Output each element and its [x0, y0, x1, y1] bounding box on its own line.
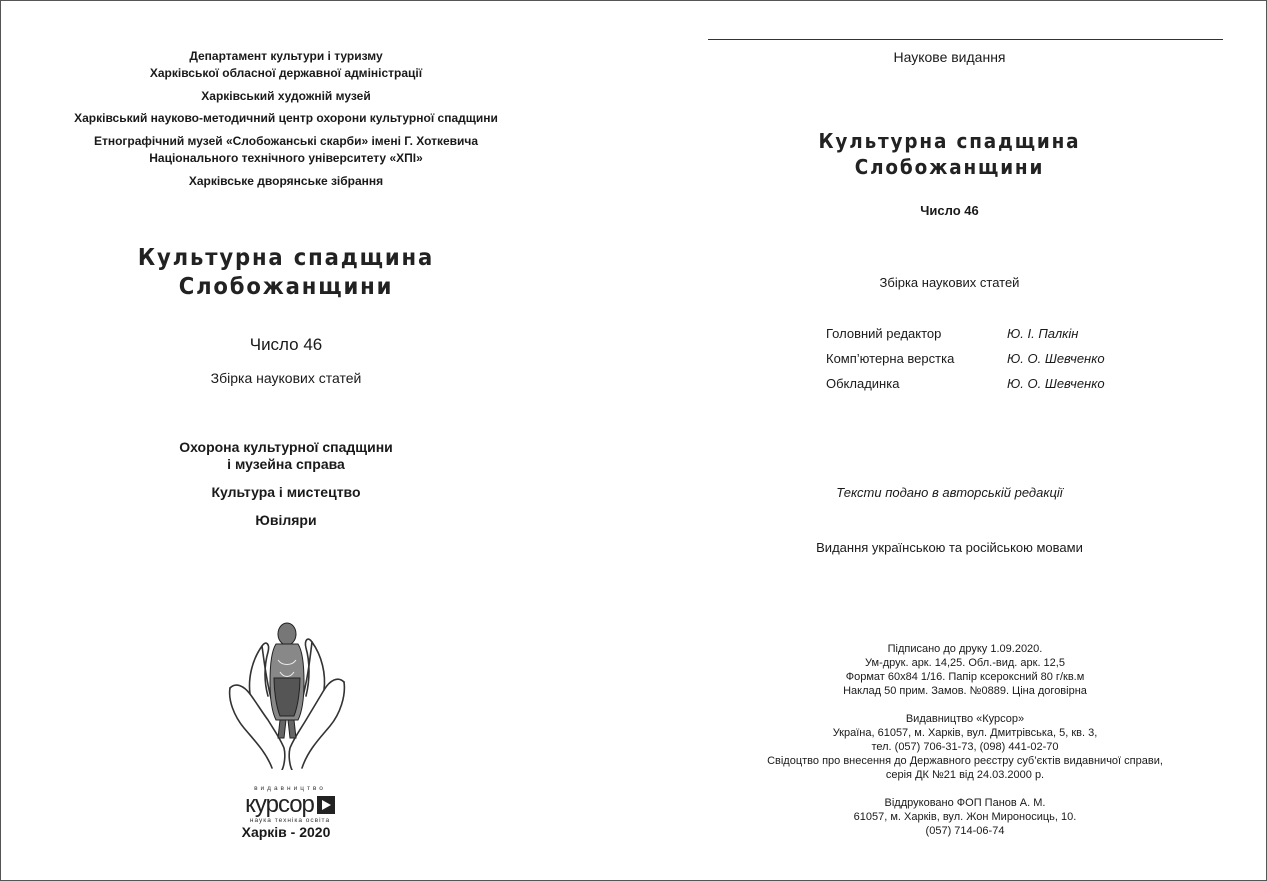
city-year: Харків - 2020 — [241, 824, 331, 840]
org-heritage-center: Харківський науково-методичний центр охорони культурної спадщини — [74, 111, 498, 125]
staff-name-editor: Ю. І. Палкін — [1007, 326, 1079, 341]
section-culture-art: Культура і мистецтво — [211, 484, 361, 500]
right-book-title: Культурна спадщина Слобожанщини — [818, 129, 1081, 179]
issue-number: Число 46 — [249, 335, 323, 354]
publisher-info: Видавництво «Курсор» Україна, 61057, м. Харків, вул. Дмитрівська, 5, кв. 3, тел. (057) 706-31-73, (098) 441-02-70 Свідоцтво про внесення до Державного реєстру суб’єктів видавничої справи, серія ДК №21 від 24.03.2000 р. — [767, 713, 1163, 781]
staff-role-editor: Головний редактор — [826, 326, 942, 341]
org-noble-assembly: Харківське дворянське зібрання — [188, 174, 384, 188]
edition-type: Наукове видання — [893, 49, 1006, 65]
section-jubilees: Ювіляри — [255, 512, 317, 528]
staff-role-layout: Комп’ютерна верстка — [826, 351, 955, 366]
staff-name-cover: Ю. О. Шевченко — [1007, 376, 1105, 391]
arrow-icon — [317, 796, 335, 814]
languages-note: Видання українською та російською мовами — [816, 540, 1083, 555]
collection-type: Збірка наукових статей — [210, 370, 362, 386]
right-collection-type: Збірка наукових статей — [879, 275, 1020, 290]
hands-figure-emblem — [222, 620, 352, 770]
print-info: Підписано до друку 1.09.2020. Ум-друк. арк. 14,25. Обл.-вид. арк. 12,5 Формат 60x84 1/16. Папір ксероксний 80 г/кв.м Наклад 50 прим. Замов. №0889. Ціна договірна — [843, 643, 1087, 697]
book-title: Культурна спадщина Слобожанщини — [137, 245, 435, 300]
org-art-museum: Харківський художній музей — [201, 89, 371, 103]
kursor-publisher-logo: видавництво курсор наука техніка освіта — [240, 785, 340, 825]
publisher-name: курсор — [245, 791, 314, 818]
right-issue-number: Число 46 — [920, 203, 979, 218]
staff-name-layout: Ю. О. Шевченко — [1007, 351, 1105, 366]
org-department: Департамент культури і туризму Харківської обласної державної адміністрації — [149, 49, 423, 80]
staff-role-cover: Обкладинка — [826, 376, 900, 391]
printer-info: Віддруковано ФОП Панов А. М. 61057, м. Харків, вул. Жон Мироносиць, 10. (057) 714-06-74 — [853, 797, 1077, 837]
section-heritage: Охорона культурної спадщини і музейна справа — [179, 439, 393, 472]
editorial-note: Тексти подано в авторській редакції — [836, 485, 1063, 500]
org-ethnographic-museum: Етнографічний музей «Слобожанські скарби» імені Г. Хоткевича Національного технічного університету «ХПІ» — [93, 134, 479, 165]
